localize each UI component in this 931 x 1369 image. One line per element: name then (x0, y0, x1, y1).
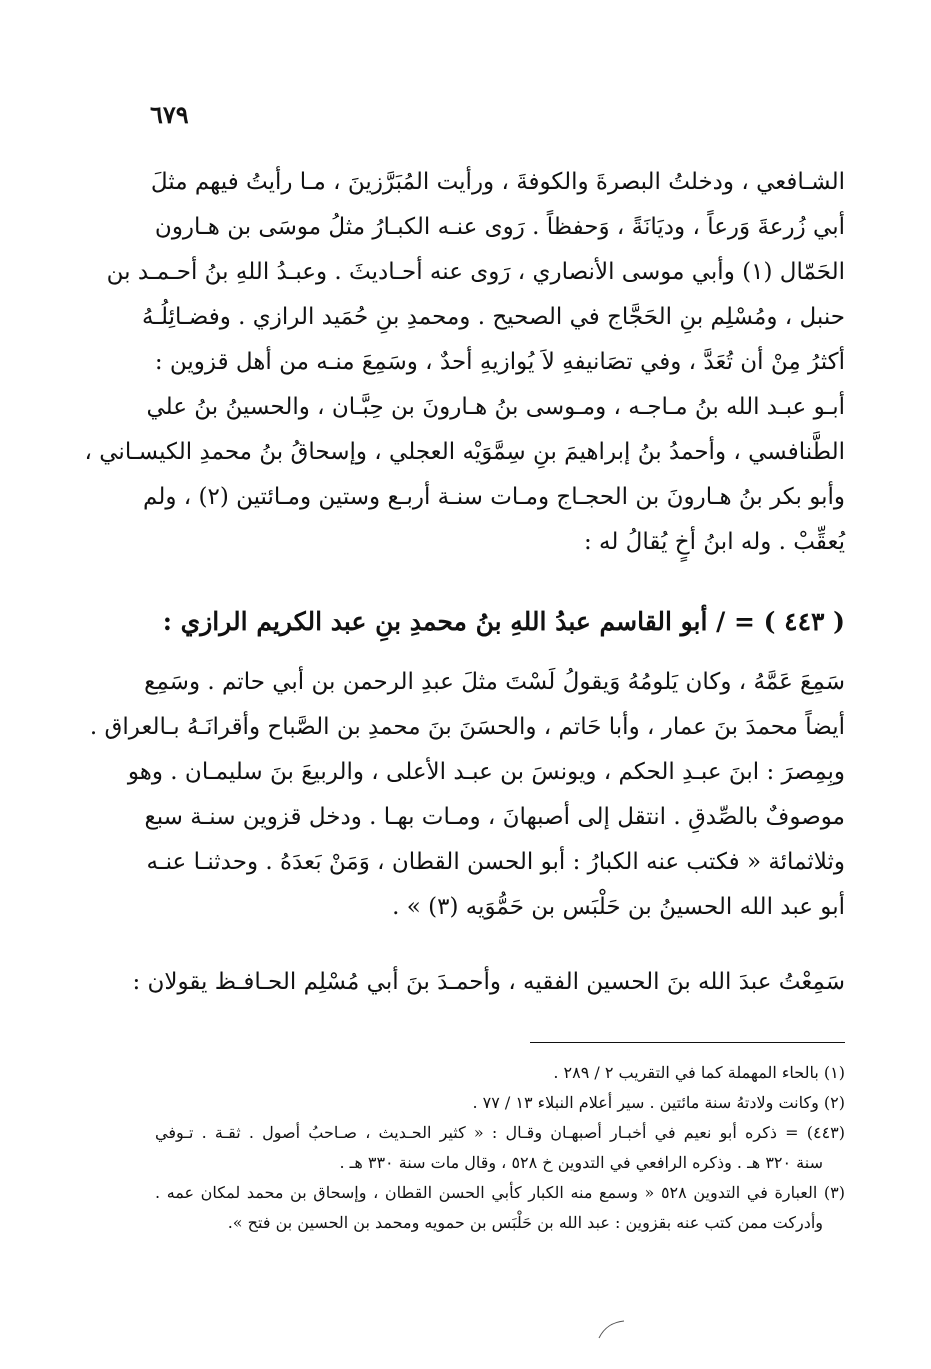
paragraph-3 (132, 960, 845, 1005)
footnote-separator (530, 1042, 845, 1043)
footnote-line: (٢) وكانت ولادتهُ سنة مائتين . سير أعلام النبلاء ١٣ / ٧٧ . (472, 1093, 845, 1112)
text-line: يُعقِّبْ . وله ابنُ أخٍ يُقالُ له : (583, 529, 845, 555)
entry-heading: ( ٤٤٣ ) = / أبو القاسم عبدُ اللهِ بنُ محمدِ بنِ عبد الكريم الرازي : (162, 607, 845, 636)
text-line: أبي زُرعةَ وَرعاً ، وديَانَةً ، وَحفظاً . رَوى عنـه الكبـارُ مثلُ موسَى بن هـارون (154, 214, 845, 240)
text-line: سَمِعَ عَمَّهُ ، وكان يَلومُهُ وَيقولُ لَسْتَ مثلَ عبدِ الرحمن بن أبي حاتم . وسَمِع (144, 669, 845, 695)
text-line: أبـو عبـد الله بنُ مـاجـه ، ومـوسى بنُ هـارونَ بن حِبَّـان ، والحسينُ بنُ علي (146, 394, 845, 420)
text-line: الشـافعي ، ودخلتُ البصرةَ والكوفةَ ، ورأيت المُبَرَّزينَ ، مـا رأيتُ فيهم مثلَ (150, 169, 845, 195)
text-line: وبِمِصرَ : ابنَ عبـدِ الحكم ، ويونسَ بن عبـد الأعلى ، والربيعَ بنَ سليمـان . وهو (127, 759, 845, 785)
text-line: الطَّنافسي ، وأحمدُ بنُ إبراهيمَ بنِ سِمَّوَيْه العجلي ، وإسحاقُ بنُ محمدِ الكيسـاني ، (84, 439, 845, 465)
paragraph-2 (89, 660, 845, 930)
text-line: سَمِعْتُ عبدَ الله بنَ الحسين الفقيه ، وأحمـدَ بنَ أبي مُسْلِم الحـافـظ يقولان : (132, 969, 845, 995)
paragraph-1 (84, 160, 845, 565)
pen-mark-icon (596, 1318, 626, 1342)
footnote-line: (٣) العبارة في التدوين ٥٢٨ « وسمع منه الكبار كأبي الحسن القطان ، وإسحاق بن محمد لمكان عمه . (155, 1183, 846, 1202)
text-line: الحَمّال (١) وأبي موسى الأنصاري ، رَوى عنه أحـاديثَ . وعبـدُ اللهِ بنُ أحـمـد بن (106, 259, 845, 285)
footnote-line: سنة ٣٢٠ هـ . وذكره الرافعي في التدوين خ ٥٢٨ ، وقال مات سنة ٣٣٠ هـ . (339, 1153, 823, 1172)
text-line: موصوفٌ بالصِّدقِ . انتقل إلى أصبهانَ ، ومـات بهـا . ودخل قزوين سنـة سبع (144, 804, 845, 830)
page-number: ٦٧٩ (150, 100, 189, 129)
text-line: حنبل ، ومُسْلِم بنِ الحَجَّاج في الصحيح . ومحمدِ بنِ حُمَيد الرازي . وفضـائِلُـهُ (141, 304, 845, 330)
text-line: وأبو بكر بنُ هـارونَ بن الحجـاج ومـات سنـة أربـع وستين ومـائتين (٢) ، ولم (143, 484, 845, 510)
footnote-line: وأدركت ممن كتب عنه بقزوين : عبد الله بن حَلْبَس بن حمويه ومحمد بن الحسين بن فتح ». (227, 1213, 823, 1232)
text-line: وثلاثمائة « فكتب عنه الكبارُ : أبو الحسن القطان ، وَمَنْ بَعدَهُ . وحدثنـا عنـه (146, 849, 845, 875)
footnote-line: (٤٤٣) = ذكره أبو نعيم في أخبـار أصبهـان وقـال : « كثير الحـديث ، صـاحبُ أصول . ثقـة . تـوفي (155, 1123, 845, 1142)
text-line: أيضاً محمدَ بنَ عمار ، وأبا حَاتم ، والحسَنَ بنَ محمدِ بن الصَّباح وأقرانَـهُ بـالعراق . (89, 714, 845, 740)
text-line: أبو عبد الله الحسينُ بن حَلْبَس بن حَمُّوَيه (٣) » . (392, 894, 845, 920)
footnote-line: (١) بالحاء المهملة كما في التقريب ٢ / ٢٨٩ . (553, 1063, 845, 1082)
text-line: أكثرُ مِنْ أن تُعَدَّ ، وفي تصَانيفهِ لاَ يُوازيهِ أحدٌ ، وسَمِعَ منـه من أهل قزوين : (154, 349, 845, 375)
footnotes (155, 1058, 845, 1238)
